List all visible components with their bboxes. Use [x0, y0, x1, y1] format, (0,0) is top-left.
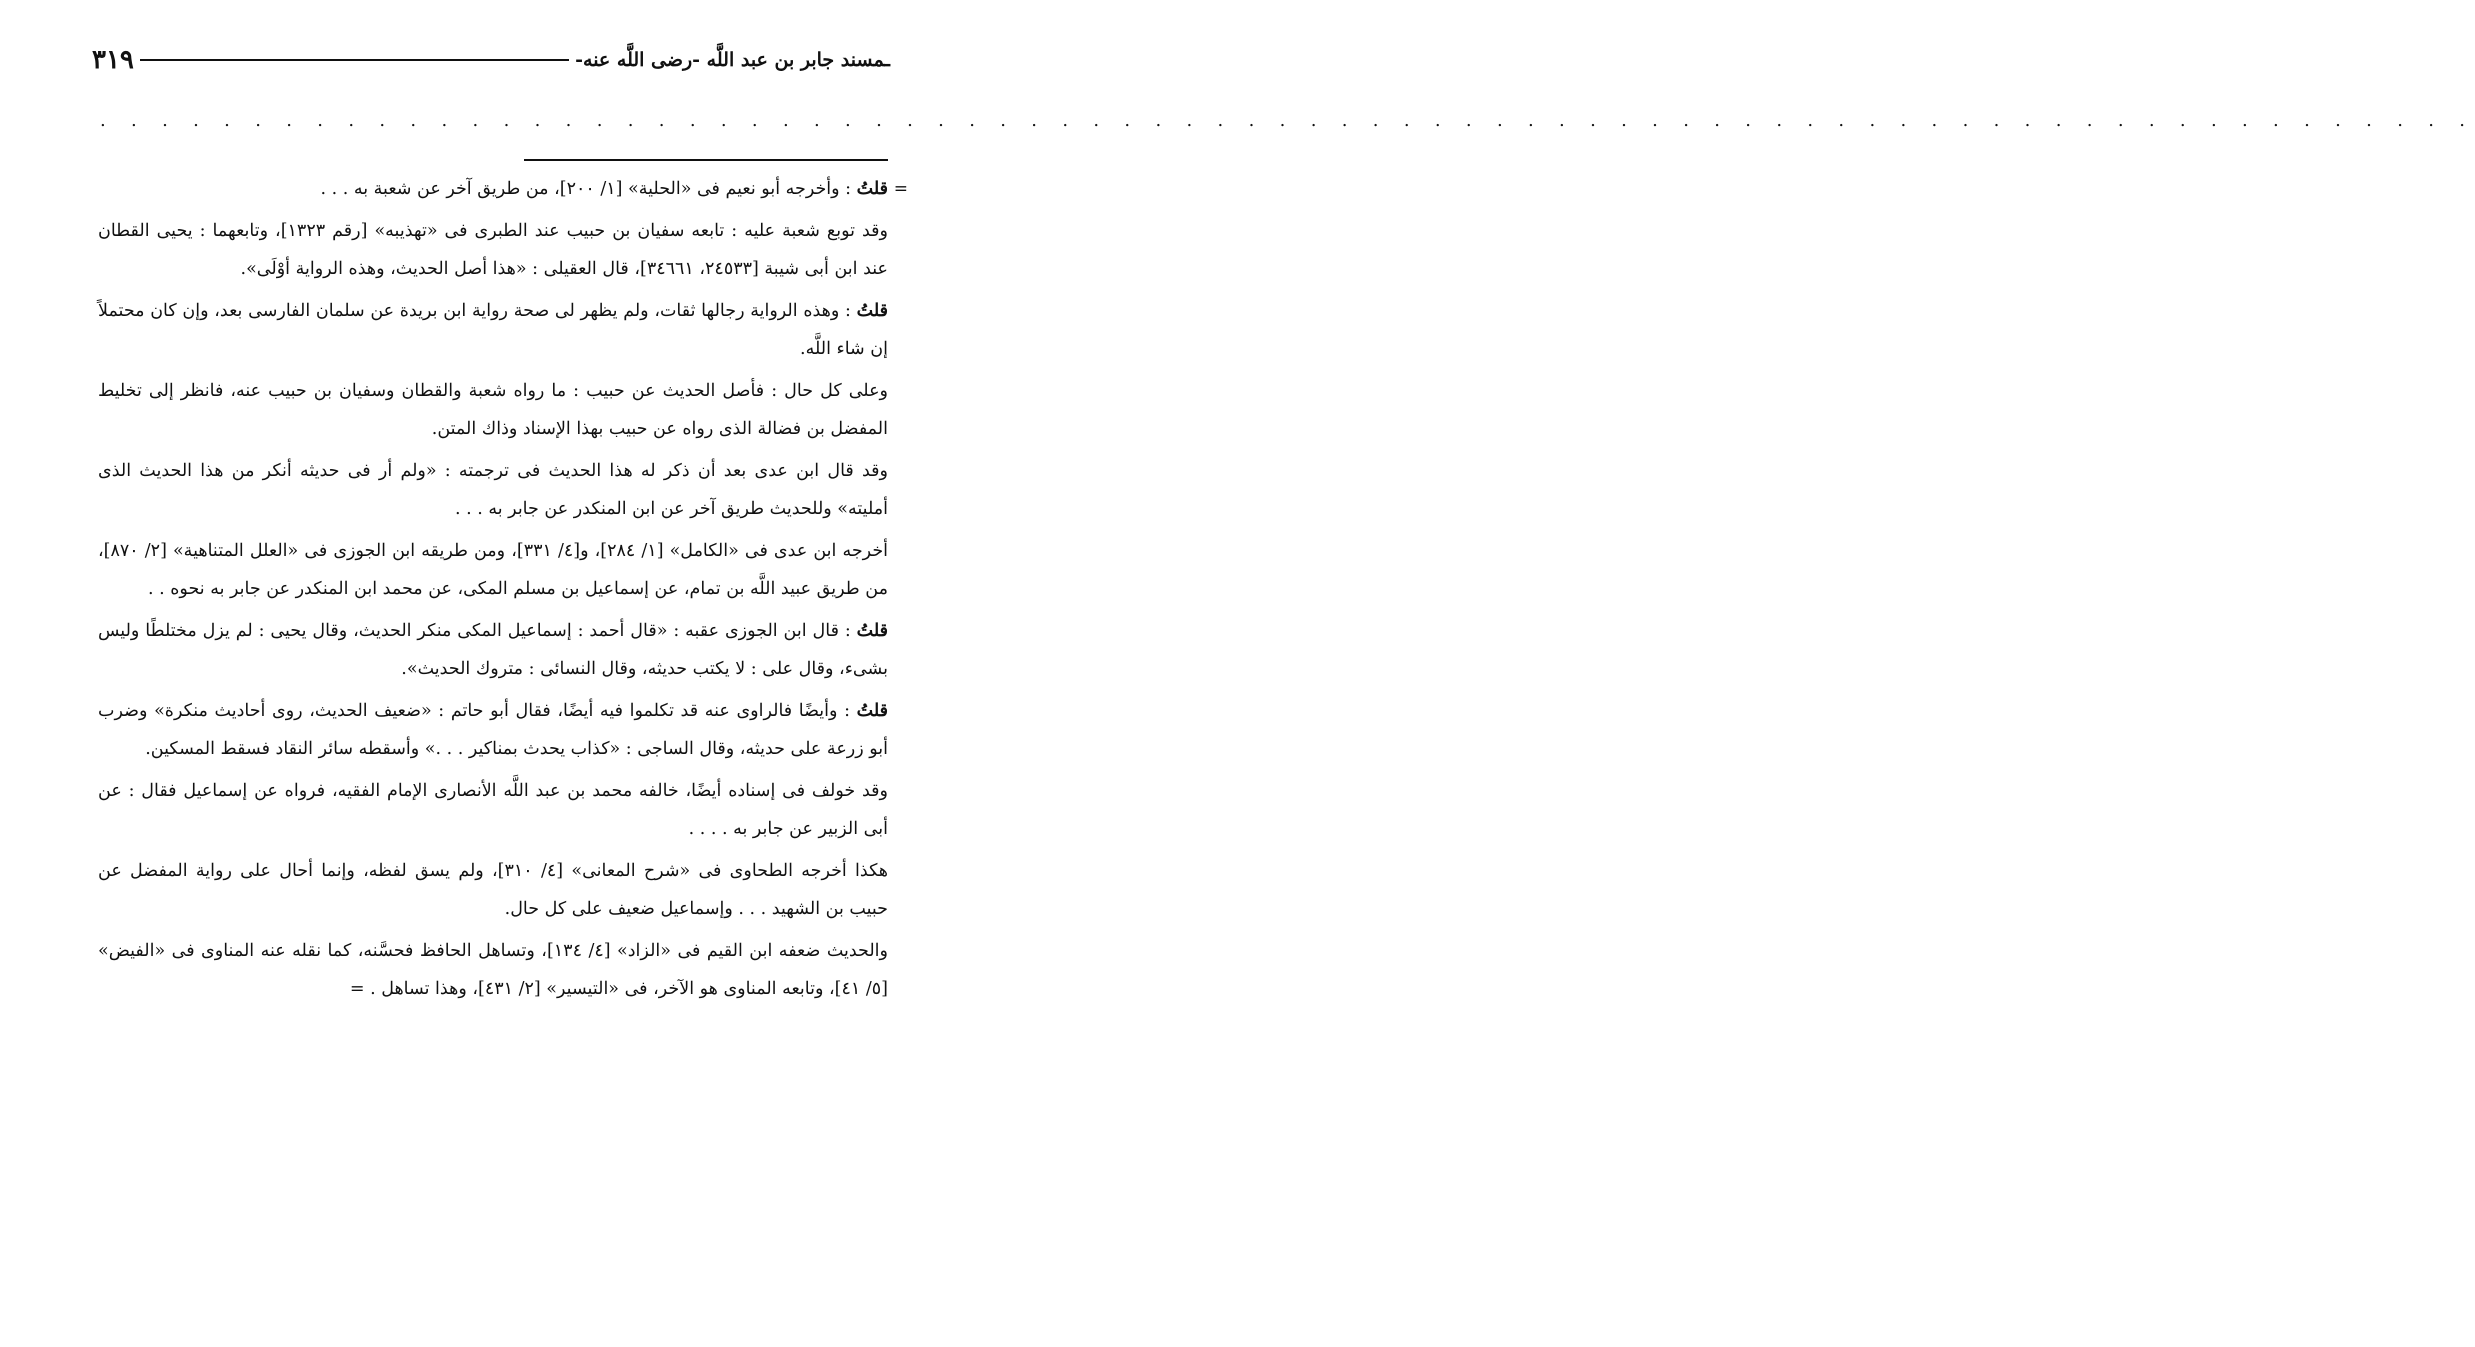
paragraph-text: هكذا أخرجه الطحاوى فى «شرح المعانى» [٤/ ٣١٠]، ولم يسق لفظه، وإنما أحال على رواية المفضل عن حبيب بن الشهيد . . . وإسماعيل ضعيف على كل حال.: [98, 861, 889, 919]
paragraph-text: : وأخرجه أبو نعيم فى «الحلية» [١/ ٢٠٠]، من طريق آخر عن شعبة به . . .: [320, 179, 852, 199]
footnote-body: [98, 170, 908, 1012]
paragraph-text: : وهذه الرواية رجالها ثقات، ولم يظهر لى صحة رواية ابن بريدة عن سلمان الفارسى بعد، وإن كان محتملاً إن شاء اللَّه.: [98, 301, 888, 359]
dotted-separator: . . . . . . . . . . . . . . . . . . . . . . . . . . . . . . . . . . . . . . . . . . . . . . . . . . . . . . . . . . . . . . . . . . . . . . . . . . . . .: [100, 110, 2475, 131]
paragraph-lead: قلتُ: [856, 701, 888, 721]
paragraph-text: وعلى كل حال : فأصل الحديث عن حبيب : ما رواه شعبة والقطان وسفيان بن حبيب عنه، فانظر إلى تخليط المفضل بن فضالة الذى رواه عن حبيب بهذا الإسناد وذاك المتن.: [98, 381, 888, 439]
paragraph-text: : وأيضًا فالراوى عنه قد تكلموا فيه أيضًا، فقال أبو حاتم : «ضعيف الحديث، روى أحاديث منكرة» وضرب أبو زرعة على حديثه، وقال الساجى : «كذاب يحدث بمناكير . . .» وأسقطه سائر النقاد فسقط المسكين.: [98, 701, 888, 759]
footnote-paragraph-6: [98, 532, 888, 608]
paragraph-lead: قلتُ: [856, 301, 888, 321]
footnote-paragraph-7: [98, 612, 888, 688]
paragraph-lead: قلتُ: [856, 621, 888, 641]
footnote-paragraph-4: [98, 372, 888, 448]
paragraph-lead: قلتُ: [856, 179, 888, 199]
footnote-paragraph-11: [98, 932, 888, 1008]
header-title: ـمسند جابر بن عبد اللَّه -رضى اللَّه عنه-: [575, 49, 890, 71]
header-rule: [140, 59, 569, 61]
paragraph-text: : قال ابن الجوزى عقبه : «قال أحمد : إسماعيل المكى منكر الحديث، وقال يحيى : لم يزل مختلطًا وليس بشىء، وقال على : لا يكتب حديثه، وقال النسائى : متروك الحديث».: [98, 621, 888, 679]
footnote-paragraph-1: [98, 170, 908, 208]
running-header: [92, 38, 890, 82]
footnote-paragraph-9: [98, 772, 888, 848]
footnote-paragraph-2: [98, 212, 888, 288]
footnote-rule: [524, 159, 888, 161]
page-number: ٣١٩: [92, 45, 134, 75]
footnote-paragraph-5: [98, 452, 888, 528]
footnote-paragraph-8: [98, 692, 888, 768]
footnote-paragraph-3: [98, 292, 888, 368]
paragraph-text: والحديث ضعفه ابن القيم فى «الزاد» [٤/ ١٣٤]، وتساهل الحافظ فحسَّنه، كما نقله عنه المناوى فى «الفيض» [٥/ ٤١]، وتابعه المناوى هو الآخر، فى «التيسير» [٢/ ٤٣١]، وهذا تساهل . =: [98, 941, 888, 999]
continuation-mark: =: [893, 179, 908, 199]
paragraph-text: وقد قال ابن عدى بعد أن ذكر له هذا الحديث فى ترجمته : «ولم أر فى حديثه أنكر من هذا الحديث الذى أمليته» وللحديث طريق آخر عن ابن المنكدر عن جابر به . . .: [98, 461, 888, 519]
footnote-paragraph-10: [98, 852, 888, 928]
paragraph-text: وقد توبع شعبة عليه : تابعه سفيان بن حبيب عند الطبرى فى «تهذيبه» [رقم ١٣٢٣]، وتابعهما : يحيى القطان عند ابن أبى شيبة [٢٤٥٣٣، ٣٤٦٦١]، قال العقيلى : «هذا أصل الحديث، وهذه الرواية أوْلَى».: [98, 221, 889, 279]
paragraph-text: وقد خولف فى إسناده أيضًا، خالفه محمد بن عبد اللَّه الأنصارى الإمام الفقيه، فرواه عن إسماعيل فقال : عن أبى الزبير عن جابر به . . . .: [98, 781, 888, 839]
paragraph-text: أخرجه ابن عدى فى «الكامل» [١/ ٢٨٤]، و[٤/ ٣٣١]، ومن طريقه ابن الجوزى فى «العلل المتناهية» [٢/ ٨٧٠]، من طريق عبيد اللَّه بن تمام، عن إسماعيل بن مسلم المكى، عن محمد ابن المنكدر عن جابر به نحوه . .: [98, 541, 888, 599]
